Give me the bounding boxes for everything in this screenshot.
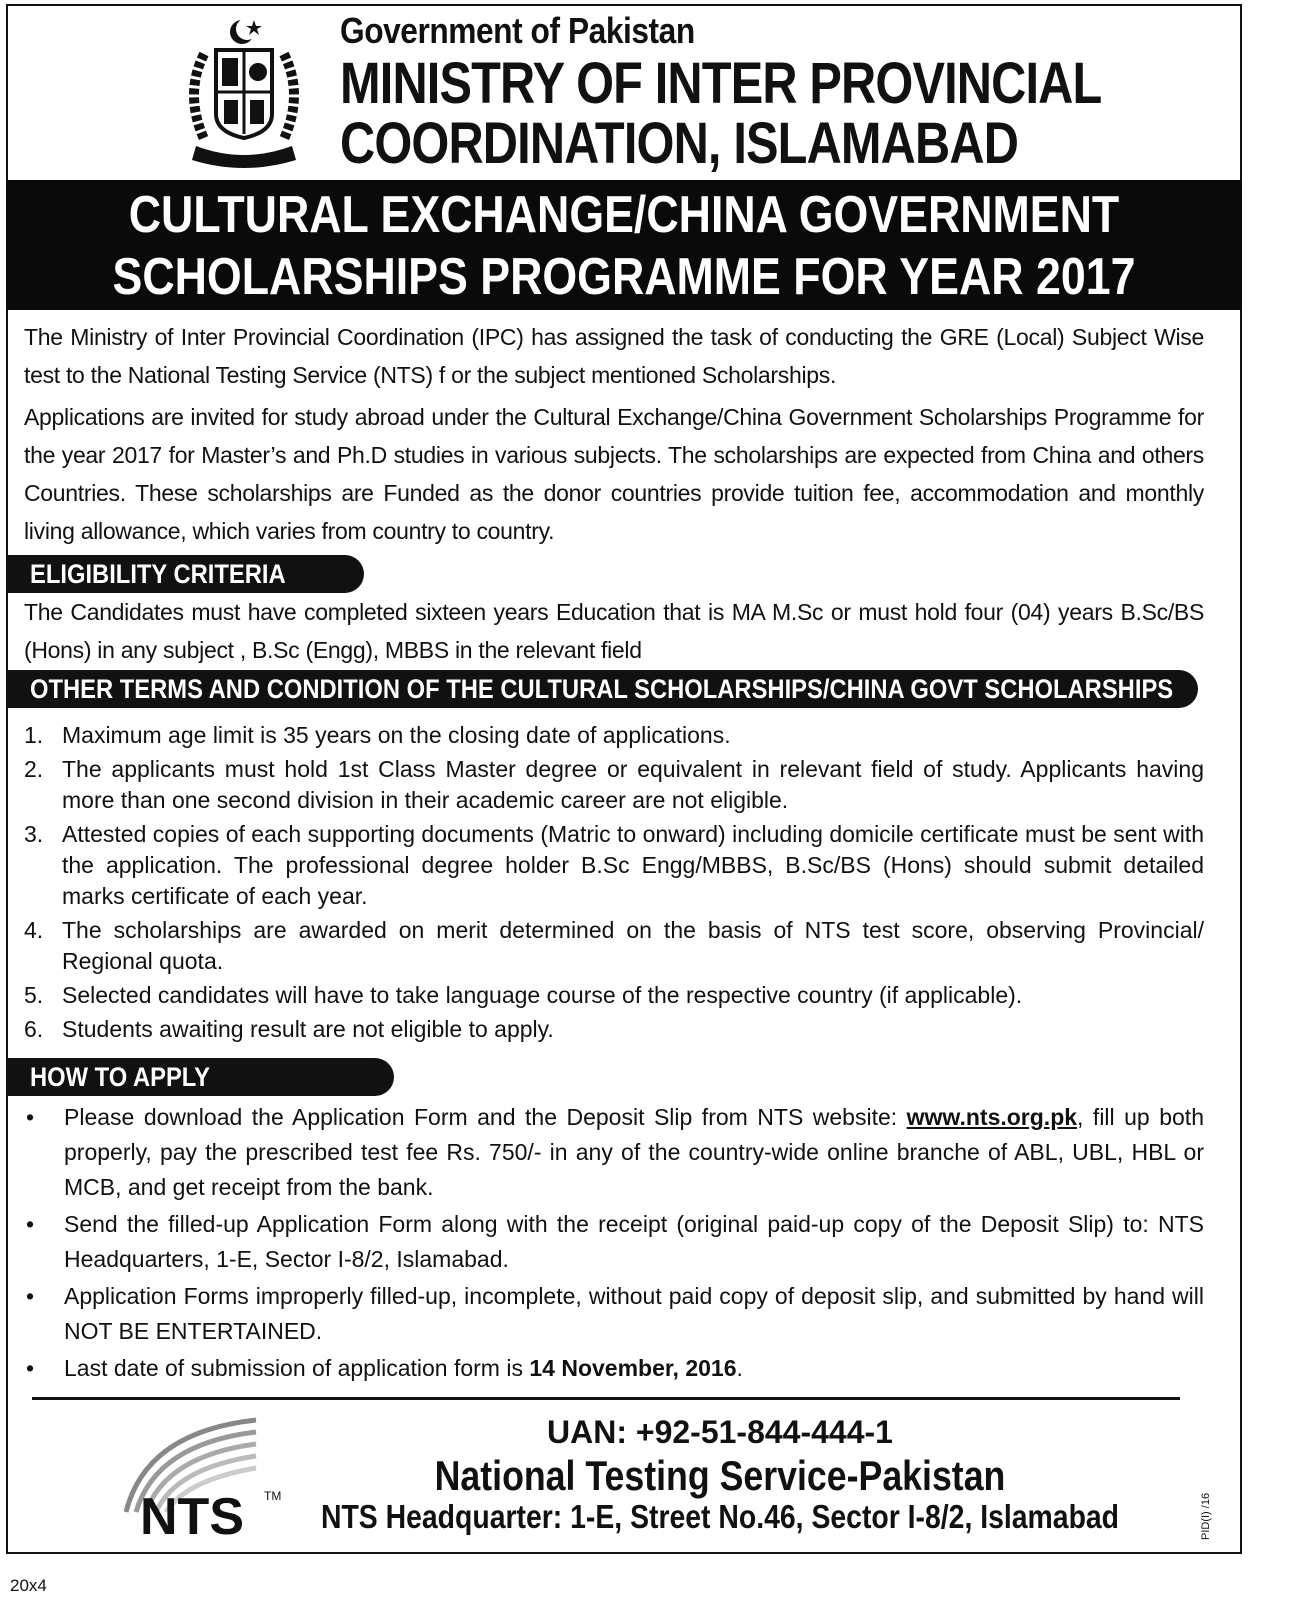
footer-uan: UAN: +92-51-844-444-1 xyxy=(547,1414,893,1450)
footer-divider xyxy=(32,1397,1180,1400)
header-ministry-line1: MINISTRY OF INTER PROVINCIAL xyxy=(340,51,1102,116)
list-item: 5. Selected candidates will have to take language course of the respective country (if applicable). xyxy=(24,982,1023,1008)
list-item: • Last date of submission of application form is 14 November, 2016. xyxy=(26,1355,743,1381)
header-ministry xyxy=(340,51,1102,176)
deadline-date: 14 November, 2016 xyxy=(529,1355,737,1381)
list-item: 4. The scholarships are awarded on merit determined on the basis of NTS test score, observing Provincial/ Regional quota. xyxy=(24,917,1204,974)
banner-line2: SCHOLARSHIPS PROGRAMME FOR YEAR 2017 xyxy=(112,248,1136,306)
ad-size: 20x4 xyxy=(10,1576,47,1595)
terms-list xyxy=(24,720,1204,1045)
list-item: 6. Students awaiting result are not eligible to apply. xyxy=(24,1016,554,1042)
intro-section xyxy=(24,318,1204,550)
footer-organization: National Testing Service-Pakistan xyxy=(434,1452,1006,1499)
list-item: 3. Attested copies of each supporting documents (Matric to onward) including domicile certificate must be sent with the application. The professional degree holder B.Sc Engg/MBBS, B.Sc/BS (Hons) should submit detailed marks certificate of each year. xyxy=(24,821,1204,909)
banner-line1: CULTURAL EXCHANGE/CHINA GOVERNMENT xyxy=(128,186,1120,244)
pakistan-emblem-icon xyxy=(174,14,314,174)
intro-paragraph-2: Applications are invited for study abroad under the Cultural Exchange/China Government Scholarships Programme for the year 2017 for Master’s and Ph.D studies in various subjects. The scholarships are expected from China and others Countries. These scholarships are Funded as the donor countries provide tuition fee, accommodation and monthly living allowance, which varies from country to country. xyxy=(24,404,1204,544)
eligibility-text: The Candidates must have completed sixteen years Education that is MA M.Sc or must hold four (04) years B.Sc/BS (Hons) in any subject , B.Sc (Engg), MBBS in the relevant field xyxy=(24,599,1204,663)
apply-section xyxy=(24,1100,1204,1388)
nts-logo-text: NTS xyxy=(140,1488,244,1540)
nts-website-link[interactable]: www.nts.org.pk xyxy=(906,1104,1078,1130)
list-item: 1. Maximum age limit is 35 years on the closing date of applications. xyxy=(24,722,731,748)
list-item: 2. The applicants must hold 1st Class Master degree or equivalent in relevant field of study. Applicants having more than one second division in their academic career are not eligible. xyxy=(24,756,1204,813)
terms-heading: OTHER TERMS AND CONDITION OF THE CULTURAL SCHOLARSHIPS/CHINA GOVT SCHOLARSHIPS xyxy=(8,670,1198,708)
list-item: • Send the filled-up Application Form along with the receipt (original paid-up copy of the Deposit Slip) to: NTS Headquarters, 1-E, Sector I-8/2, Islamabad. xyxy=(26,1211,1204,1272)
header-government: Government of Pakistan xyxy=(340,10,695,51)
list-item: • Please download the Application Form and the Deposit Slip from NTS website: www.nts.org.pk, fill up both properly, pay the prescribed test fee Rs. 750/- in any of the country-wide online branche of ABL, UBL, HBL or MCB, and get receipt from the bank. xyxy=(26,1104,1204,1200)
eligibility-section xyxy=(24,593,1204,669)
footer-address: NTS Headquarter: 1-E, Street No.46, Sector I-8/2, Islamabad xyxy=(320,1498,1120,1535)
pid-code: PID(I) /16 xyxy=(1200,1492,1212,1540)
nts-logo-tm: TM xyxy=(264,1489,282,1503)
apply-heading: HOW TO APPLY xyxy=(8,1058,394,1096)
nts-logo xyxy=(106,1412,296,1540)
list-item: • Application Forms improperly filled-up, incomplete, without paid copy of deposit slip, and submitted by hand will NOT BE ENTERTAINED. xyxy=(26,1283,1204,1344)
header xyxy=(6,4,1242,180)
apply-list xyxy=(24,1100,1204,1386)
eligibility-heading: ELIGIBILITY CRITERIA xyxy=(8,555,364,593)
intro-paragraph-1: The Ministry of Inter Provincial Coordination (IPC) has assigned the task of conducting the GRE (Local) Subject Wise test to the National Testing Service (NTS) f or the subject mentioned Scholarships. xyxy=(24,324,1204,388)
title-banner xyxy=(6,180,1242,310)
terms-section xyxy=(24,720,1204,1048)
header-ministry-line2: COORDINATION, ISLAMABAD xyxy=(340,111,1019,176)
